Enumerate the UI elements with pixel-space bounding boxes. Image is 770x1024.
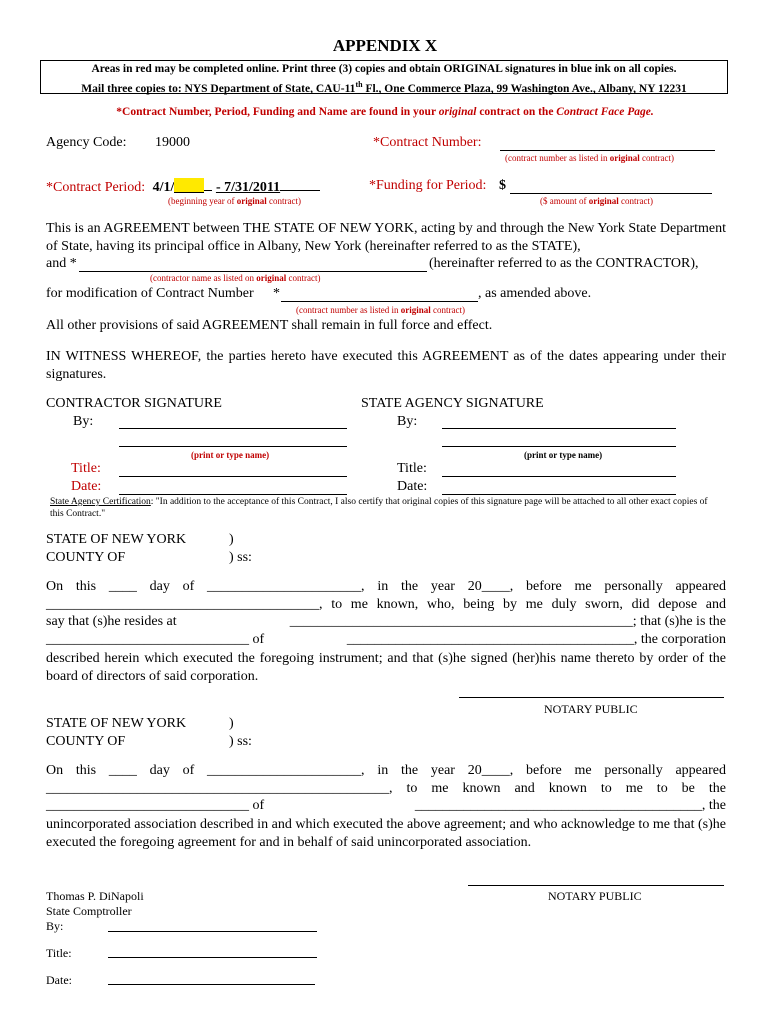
notary1-line-4b: _________________________________________, the corporation xyxy=(346,632,726,647)
notary2-label: NOTARY PUBLIC xyxy=(548,889,642,903)
contractor-name-print-field[interactable] xyxy=(119,446,347,447)
agency-title-field[interactable] xyxy=(442,476,676,477)
agency-by-field[interactable] xyxy=(442,428,676,429)
notary1-line-4a: _____________________________ of xyxy=(46,632,265,647)
period-start: 4/1/ xyxy=(152,180,175,195)
agency-signature-heading: STATE AGENCY SIGNATURE xyxy=(361,396,544,411)
contract-number-label: *Contract Number: xyxy=(373,135,482,150)
modification-star: * xyxy=(273,286,280,301)
notary1-ss: ) ss: xyxy=(229,550,252,565)
comptroller-role: State Comptroller xyxy=(46,904,132,918)
contractor-date-label: Date: xyxy=(71,479,102,494)
contractor-by-label: By: xyxy=(73,414,94,429)
agency-certification: State Agency Certification: "In addition to the acceptance of this Contract, I also certify that original copies of this signature page will be attached to all other exact copies of this Contract." xyxy=(50,497,708,519)
contractor-name-field[interactable] xyxy=(79,271,427,272)
contract-period-row xyxy=(46,178,320,196)
period-end: - 7/31/2011 xyxy=(215,180,281,195)
contractor-print-hint: (print or type name) xyxy=(191,450,270,460)
comptroller-title-field[interactable] xyxy=(108,957,317,958)
period-start-year-field[interactable] xyxy=(174,178,204,193)
period-hint: (beginning year of original contract) xyxy=(168,196,301,206)
funding-field[interactable] xyxy=(510,193,712,194)
instructions-box xyxy=(40,60,728,94)
notary2-line-2: _________________________________________________, to me known and known to me to be the xyxy=(46,781,726,796)
agency-print-hint: (print or type name) xyxy=(524,450,603,460)
notary2-paren: ) xyxy=(229,716,234,731)
notary1-state: STATE OF NEW YORK xyxy=(46,532,187,547)
provisions-text: All other provisions of said AGREEMENT shall remain in full force and effect. xyxy=(46,318,493,333)
notary1-signature-field[interactable] xyxy=(459,697,724,698)
notary1-line-1: On this ____ day of ______________________, in the year 20____, before me personally appeared xyxy=(46,579,726,594)
comptroller-by-label: By: xyxy=(46,919,64,933)
comptroller-by-field[interactable] xyxy=(108,931,317,932)
contractor-title-field[interactable] xyxy=(119,476,347,477)
agreement-and: and * xyxy=(46,256,77,271)
modification-label: for modification of Contract Number xyxy=(46,286,254,301)
instructions-line-1: Areas in red may be completed online. Print three (3) copies and obtain ORIGINAL signatures in blue ink on all copies. xyxy=(91,63,677,75)
notary2-line-3b: _________________________________________, the xyxy=(414,798,726,813)
funding-hint: ($ amount of original contract) xyxy=(540,196,653,206)
notary2-line-1: On this ____ day of ______________________, in the year 20____, before me personally appeared xyxy=(46,763,726,778)
contract-number-hint: (contract number as listed in original contract) xyxy=(505,153,674,163)
contract-period-label: *Contract Period: xyxy=(46,180,146,195)
agency-code-label: Agency Code: xyxy=(46,135,127,150)
notary2-county: COUNTY OF xyxy=(46,734,126,749)
red-note: *Contract Number, Period, Funding and Name are found in your original contract on the Contract Face Page. xyxy=(116,106,654,118)
contractor-date-field[interactable] xyxy=(119,494,347,495)
notary2-state: STATE OF NEW YORK xyxy=(46,716,187,731)
modification-suffix: , as amended above. xyxy=(478,286,592,301)
notary1-county: COUNTY OF xyxy=(46,550,126,565)
agency-date-field[interactable] xyxy=(442,494,676,495)
modification-hint: (contract number as listed in original contract) xyxy=(296,305,465,315)
contractor-by-field[interactable] xyxy=(119,428,347,429)
agency-by-label: By: xyxy=(397,414,418,429)
agreement-paragraph: This is an AGREEMENT between THE STATE OF NEW YORK, acting by and through the New York State Department of State, having its principal office in Albany, New York (hereinafter referred to as the STATE), xyxy=(46,221,726,254)
contractor-signature-heading: CONTRACTOR SIGNATURE xyxy=(46,396,222,411)
comptroller-date-label: Date: xyxy=(46,973,72,987)
comptroller-date-field[interactable] xyxy=(108,984,315,985)
modification-number-field[interactable] xyxy=(281,301,478,302)
agency-code-value: 19000 xyxy=(155,135,190,150)
instructions-line-2: Mail three copies to: NYS Department of State, CAU-11th Fl., One Commerce Plaza, 99 Washington Ave., Albany, NY 12231 xyxy=(81,80,687,95)
contractor-title-label: Title: xyxy=(71,461,101,476)
notary1-label: NOTARY PUBLIC xyxy=(544,702,638,716)
notary1-line-5: described herein which executed the foregoing instrument; and that (s)he signed (her)his name thereto by order of the board of directors of said corporation. xyxy=(46,651,726,684)
contractor-hint: (contractor name as listed on original contract) xyxy=(150,273,321,283)
notary1-paren: ) xyxy=(229,532,234,547)
notary1-line-2: _______________________________________, to me known, who, being by me duly sworn, did depose and xyxy=(46,597,726,612)
funding-label: *Funding for Period: xyxy=(369,178,487,193)
notary2-line-4: unincorporated association described in and which executed the above agreement; and who acknowledge to me that (s)he executed the foregoing agreement for and in behalf of said unincorporated association. xyxy=(46,817,726,850)
comptroller-name: Thomas P. DiNapoli xyxy=(46,889,144,903)
witness-text: IN WITNESS WHEREOF, the parties hereto have executed this AGREEMENT as of the dates appearing under their signatures. xyxy=(46,349,726,382)
agency-name-print-field[interactable] xyxy=(442,446,676,447)
notary2-line-3a: _____________________________ of xyxy=(46,798,265,813)
comptroller-title-label: Title: xyxy=(46,946,72,960)
notary2-ss: ) ss: xyxy=(229,734,252,749)
funding-dollar: $ xyxy=(499,178,506,193)
agency-title-label: Title: xyxy=(397,461,427,476)
contract-number-field[interactable] xyxy=(500,150,715,151)
agency-date-label: Date: xyxy=(397,479,428,494)
notary1-line-3b: _________________________________________________; that (s)he is the xyxy=(289,614,726,629)
agreement-contractor-text: (hereinafter referred to as the CONTRACTOR), xyxy=(429,256,699,271)
document-title: APPENDIX X xyxy=(332,36,438,55)
notary1-line-3a: say that (s)he resides at xyxy=(46,614,177,629)
notary2-signature-field[interactable] xyxy=(468,885,724,886)
